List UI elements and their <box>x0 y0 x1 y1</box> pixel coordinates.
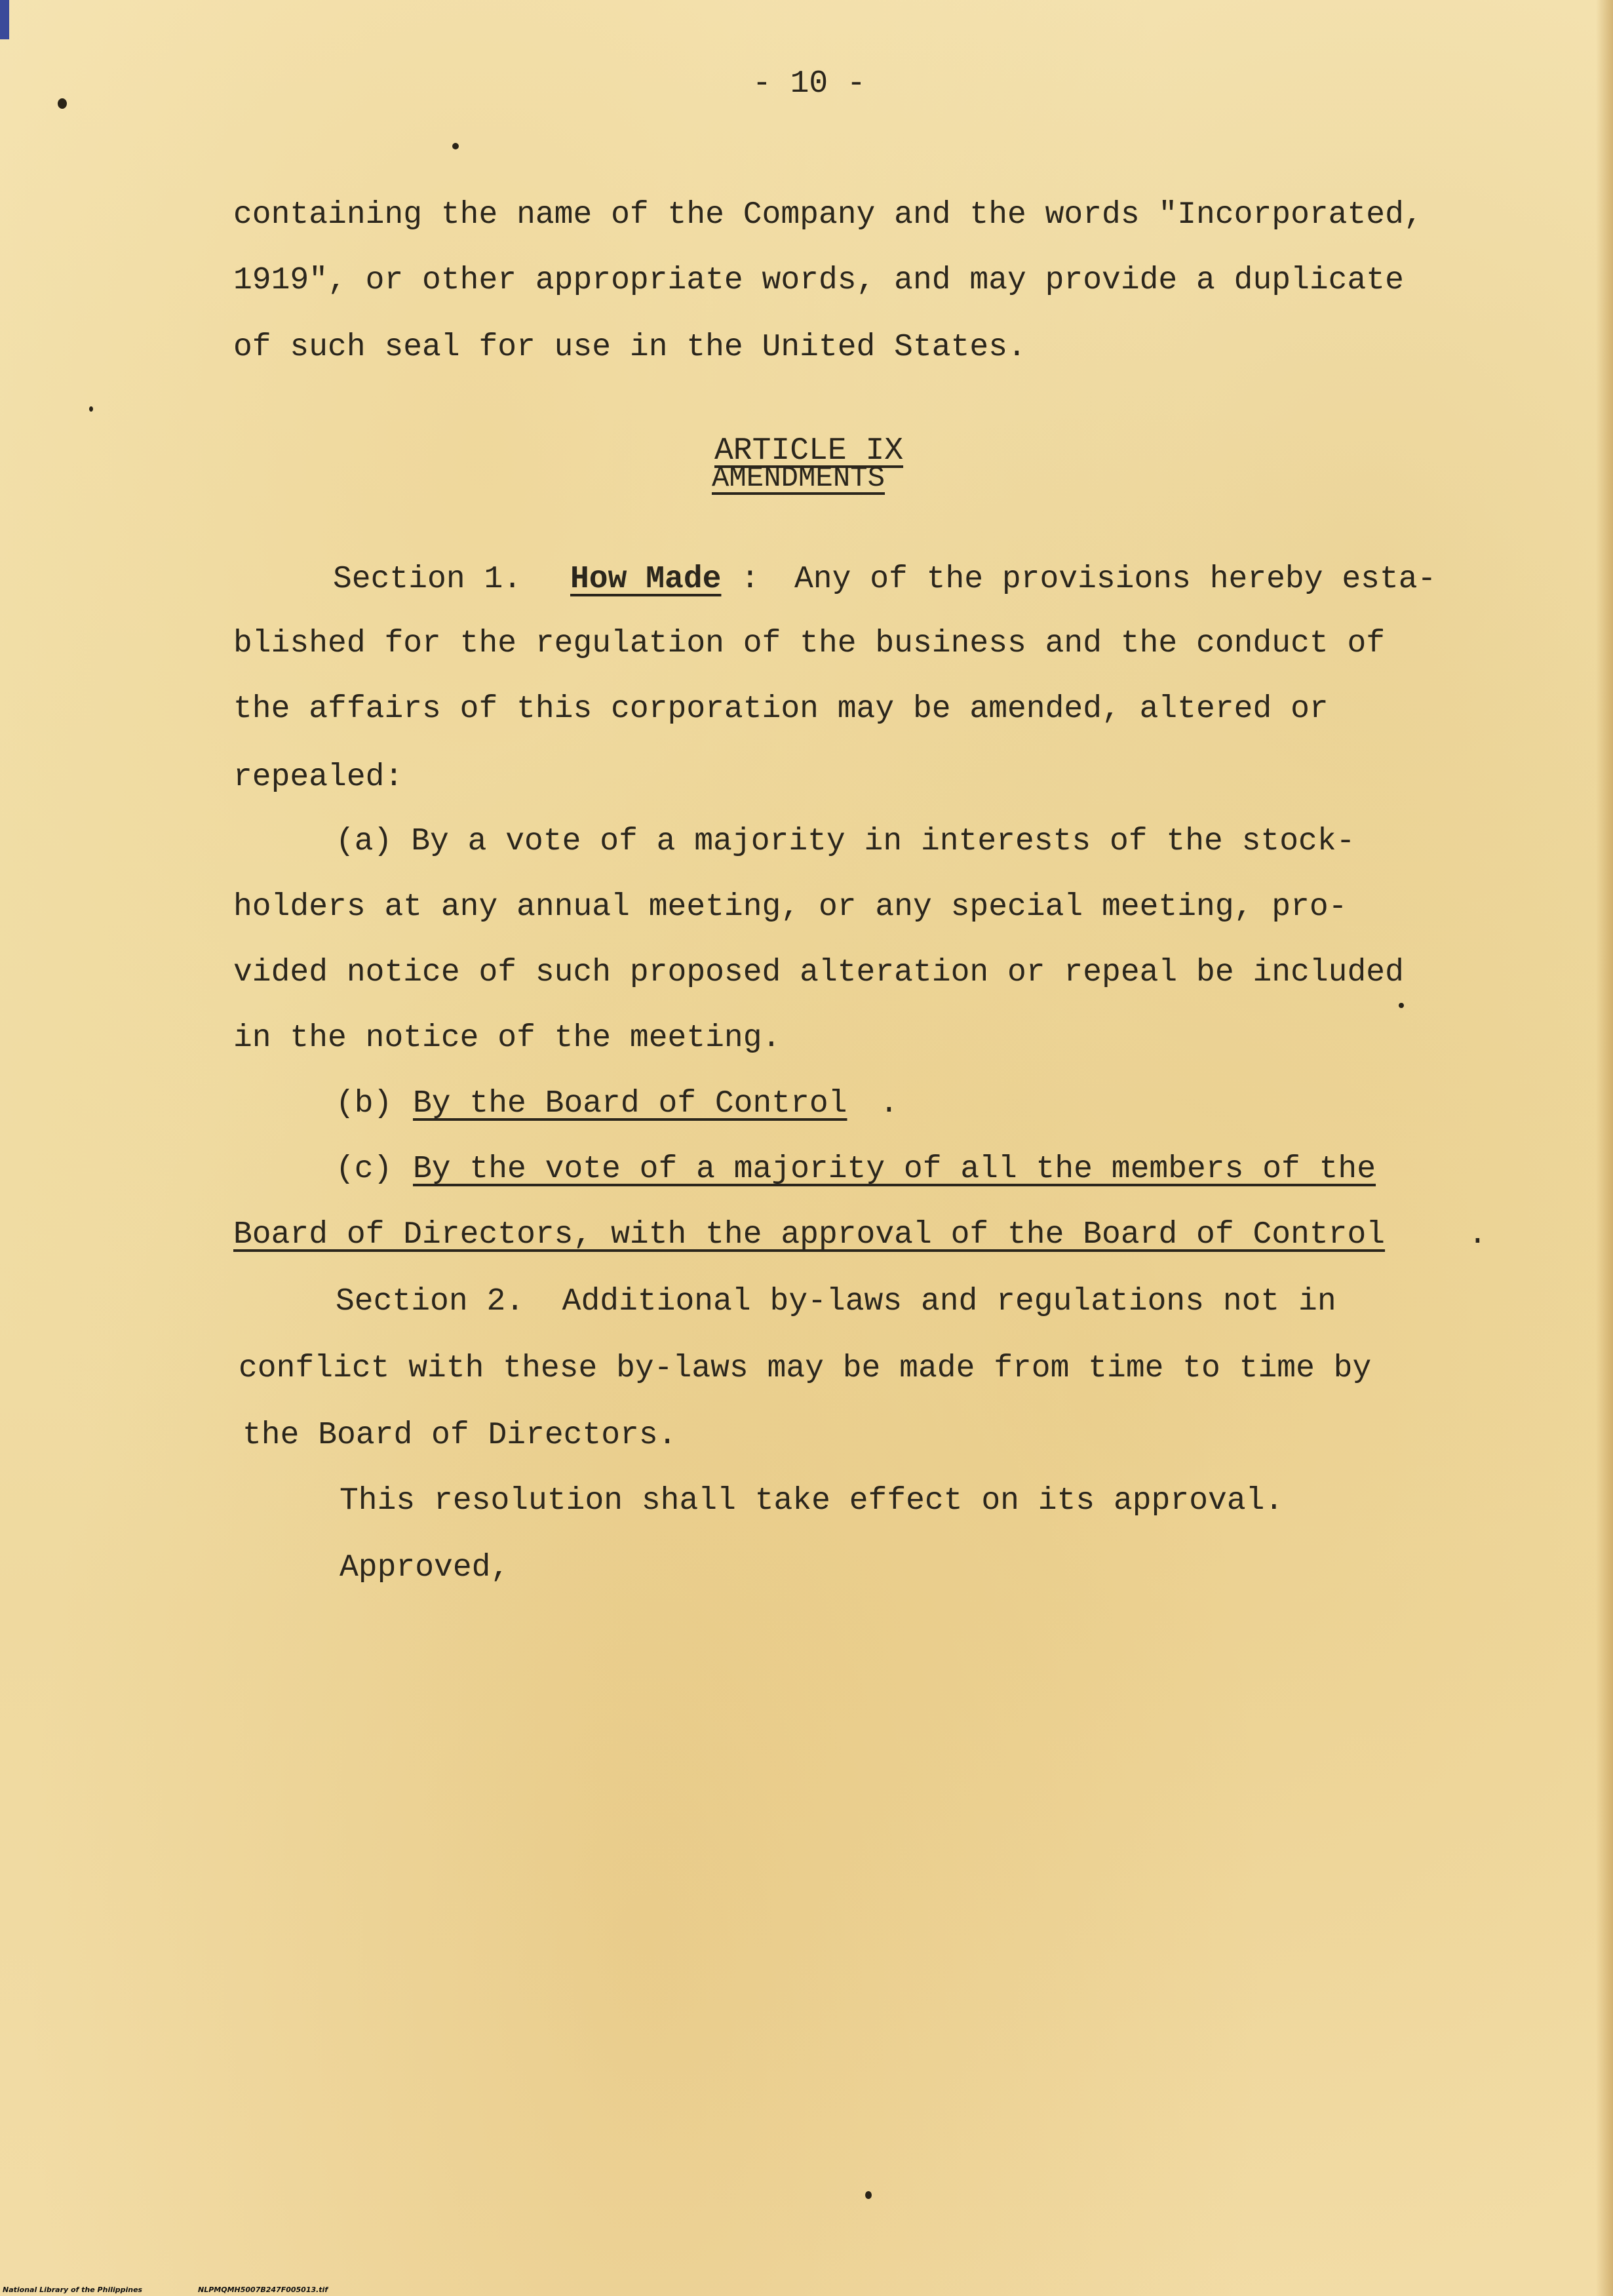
clause-c-end: . <box>1468 1217 1487 1253</box>
intro-line-2: 1919", or other appropriate words, and may provide a duplicate <box>233 263 1404 298</box>
section-1-heading: How Made <box>570 562 722 597</box>
paper-edge-shadow <box>1596 0 1613 2296</box>
article-title: AMENDMENTS <box>712 462 885 495</box>
resolution-text: This resolution shall take effect on its approval. <box>340 1483 1284 1519</box>
clause-a-line-4: in the notice of the meeting. <box>233 1021 781 1056</box>
section-1-colon: : <box>741 562 760 597</box>
clause-b-marker: (b) <box>336 1086 393 1121</box>
clause-a-line-2: holders at any annual meeting, or any special meeting, pro- <box>233 889 1348 925</box>
footer-library: National Library of the Philippines <box>3 2286 143 2294</box>
clause-b-text: By the Board of Control <box>413 1086 847 1121</box>
ink-speck <box>1399 1003 1404 1008</box>
section-1-line-3: the affairs of this corporation may be amended, altered or <box>233 691 1329 727</box>
article-number: ARTICLE IX <box>714 433 904 469</box>
clause-a-line-3: vided notice of such proposed alteration or repeal be included <box>233 955 1404 990</box>
clause-b-end: . <box>880 1086 899 1121</box>
clause-a-line-1: (a) By a vote of a majority in interests of the stock- <box>336 824 1355 859</box>
ink-speck <box>89 406 93 412</box>
clause-c-line-1: By the vote of a majority of all the members of the <box>413 1152 1376 1187</box>
intro-line-1: containing the name of the Company and the words "Incorporated, <box>233 197 1423 233</box>
clause-c-line-2: Board of Directors, with the approval of the Board of Control <box>233 1217 1386 1253</box>
section-1-line-4: repealed: <box>233 760 404 795</box>
scan-edge-mark <box>0 0 9 39</box>
approved-text: Approved, <box>340 1550 510 1586</box>
footer-file-id: NLPMQMH5007B247F005013.tif <box>198 2286 328 2294</box>
section-2-line-3: the Board of Directors. <box>243 1418 677 1453</box>
ink-speck <box>452 143 459 149</box>
section-1-label: Section 1. <box>333 562 522 597</box>
section-2-line-1: Section 2. Additional by-laws and regulations not in <box>336 1284 1336 1319</box>
section-2-line-2: conflict with these by-laws may be made from time to time by <box>239 1351 1372 1386</box>
ink-speck <box>865 2191 872 2199</box>
intro-line-3: of such seal for use in the United States. <box>233 330 1026 365</box>
section-1-line-2: blished for the regulation of the business and the conduct of <box>233 626 1386 661</box>
ink-speck <box>58 98 67 109</box>
clause-c-marker: (c) <box>336 1152 393 1187</box>
page-number: - 10 - <box>752 66 866 102</box>
section-1-line-1: Any of the provisions hereby esta- <box>794 562 1437 597</box>
